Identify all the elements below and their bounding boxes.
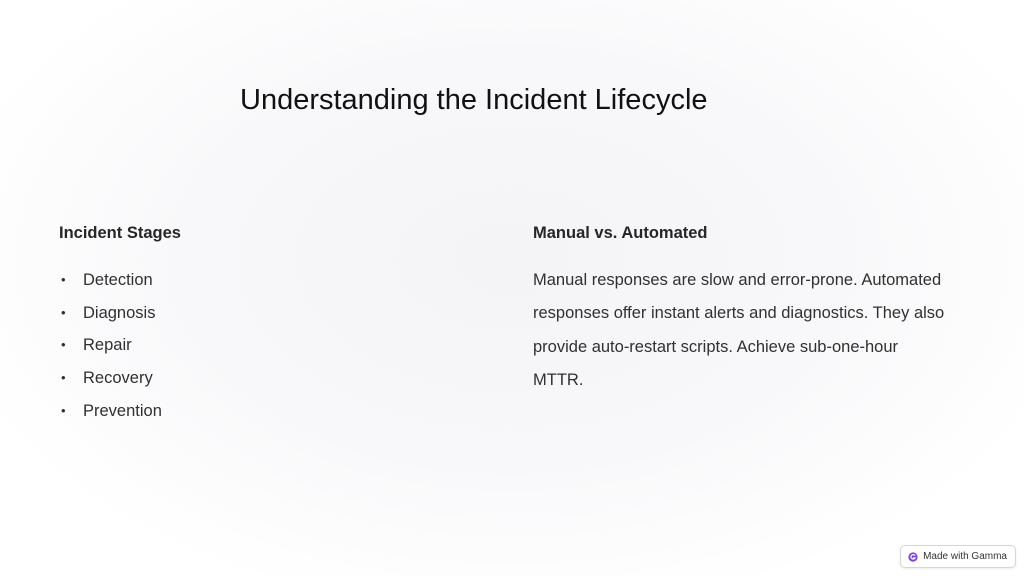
list-item-label: Diagnosis	[83, 303, 156, 322]
manual-vs-automated-heading: Manual vs. Automated	[533, 224, 708, 242]
list-item-prevention	[59, 395, 479, 428]
list-item-diagnosis	[59, 297, 479, 330]
list-item-label: Detection	[83, 271, 153, 289]
badge-label: Made with Gamma	[923, 551, 1007, 562]
bullet-icon: •	[61, 272, 66, 287]
bullet-icon: •	[61, 402, 66, 418]
bullet-icon: •	[61, 337, 66, 353]
list-item-label: Recovery	[83, 369, 153, 388]
list-item-repair	[59, 329, 479, 362]
list-item-label: Prevention	[83, 401, 162, 420]
slide-title: Understanding the Incident Lifecycle	[240, 84, 708, 116]
made-with-gamma-badge[interactable]	[900, 545, 1016, 568]
manual-vs-automated-paragraph	[533, 264, 973, 397]
bullet-icon: •	[61, 370, 66, 386]
incident-stages-list	[59, 264, 479, 428]
paragraph-line: responses offer instant alerts and diagnostics. They also	[533, 304, 945, 323]
incident-stages-column	[59, 223, 479, 428]
paragraph-line: provide auto-restart scripts. Achieve sub-one-hour	[533, 337, 899, 356]
list-item-detection	[59, 264, 479, 297]
bullet-icon: •	[61, 304, 66, 320]
manual-vs-automated-column	[533, 223, 973, 397]
list-item-recovery	[59, 362, 479, 395]
paragraph-line: MTTR.	[533, 370, 584, 389]
paragraph-line: Manual responses are slow and error-prone. Automated	[533, 271, 942, 289]
gamma-logo-icon	[908, 552, 918, 562]
incident-stages-heading: Incident Stages	[59, 224, 181, 242]
list-item-label: Repair	[83, 336, 132, 355]
